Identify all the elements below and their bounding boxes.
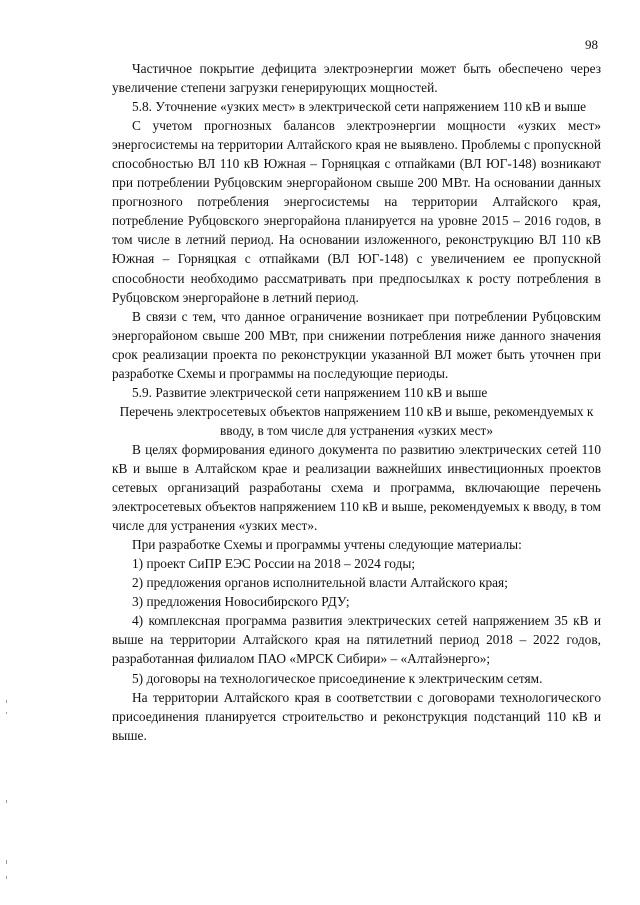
list-item-2: 2) предложения органов исполнительной власти Алтайского края;: [132, 575, 508, 591]
paragraph-bottlenecks: С учетом прогнозных балансов электроэнергии мощности «узких мест» энергосистемы на территории Алтайского края не выявлено. Проблемы с пропускной способностью ВЛ 110 кВ Южная – Горняцкая с отпайками (ВЛ ЮГ-148) возникают при потреблении Рубцовским энергорайоном свыше 200 МВт. На основании данных прогнозного потребления энергосистемы на территории Алтайского края, потребление Рубцовского энергорайона планируется на уровне 2015 – 2016 годов, в том числе в летний период. На основании изложенного, реконструкцию ВЛ 110 кВ Южная – Горняцкая с отпайками (ВЛ ЮГ-148) с увеличением ее пропускной способности необходимо рассматривать при предпосылках к росту потребления в Рубцовском энергорайоне в летний период.: [112, 118, 601, 305]
scan-mark: [6, 800, 7, 803]
list-item-1: 1) проект СиПР ЕЭС России на 2018 – 2024 годы;: [132, 556, 416, 572]
paragraph-limitation: В связи с тем, что данное ограничение возникает при потреблении Рубцовским энергорайоном свыше 200 МВт, при снижении потребления ниже данного значения срок реализации проекта по реконструкции указанной ВЛ может быть уточнен при разработке Схемы и программы на последующие периоды.: [112, 308, 601, 381]
subsection-title-object-list: Перечень электросетевых объектов напряжением 110 кВ и выше, рекомендуемых к вводу, в том числе для устранения «узких мест»: [119, 403, 594, 438]
list-item-3: 3) предложения Новосибирского РДУ;: [132, 594, 350, 610]
list-item-5: 5) договоры на технологическое присоединение к электрическим сетям.: [132, 670, 543, 686]
paragraph-deficit-coverage: Частичное покрытие дефицита электроэнергии может быть обеспечено через увеличение степени загрузки генерирующих мощностей.: [112, 61, 601, 96]
scan-mark: [6, 700, 7, 703]
list-item-4: 4) комплексная программа развития электрических сетей напряжением 35 кВ и выше на территории Алтайского края на пятилетний период 2018 – 2022 годов, разработанная филиалом ПАО «МРСК Сибири» – «Алтайэнерго»;: [112, 613, 601, 667]
scan-mark: [6, 712, 7, 714]
paragraph-construction: На территории Алтайского края в соответствии с договорами технологического присоединения планируется строительство и реконструкция подстанций 110 кВ и выше.: [112, 689, 601, 743]
section-heading-5-9: 5.9. Развитие электрической сети напряжением 110 кВ и выше: [132, 384, 488, 400]
section-heading-5-8: 5.8. Уточнение «узких мест» в электрической сети напряжением 110 кВ и выше: [132, 99, 587, 115]
list-intro: При разработке Схемы и программы учтены следующие материалы:: [132, 537, 522, 553]
document-body: [112, 59, 601, 745]
scan-mark: [6, 876, 7, 879]
paragraph-unified-document: В целях формирования единого документа по развитию электрических сетей 110 кВ и выше в Алтайском крае и реализации важнейших инвестиционных проектов сетевых организаций разработаны схема и программа, включающие перечень электросетевых объектов напряжением 110 кВ и выше, рекомендуемых к вводу, в том числе для устранения «узких мест».: [112, 441, 601, 534]
scan-edge-marks: [6, 700, 12, 900]
page-number: 98: [585, 37, 598, 52]
scan-mark: [6, 860, 7, 864]
